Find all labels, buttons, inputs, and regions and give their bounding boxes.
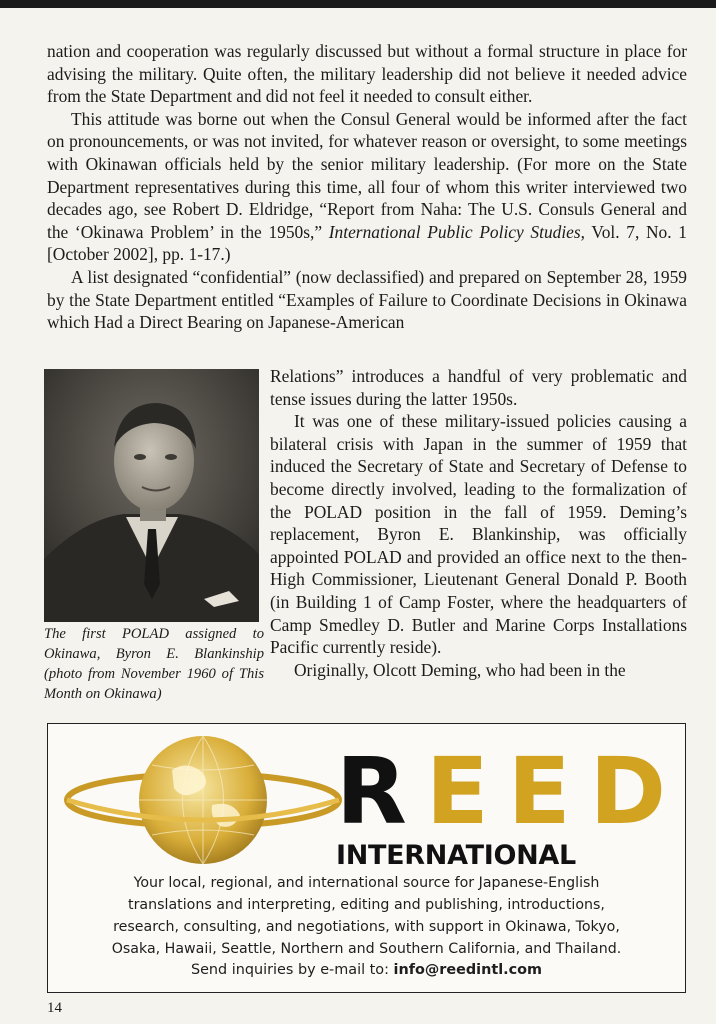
email-link[interactable]: info@reedintl.com: [393, 962, 543, 978]
article-body-right: [270, 365, 687, 681]
journal-title: International Public Policy Studies: [328, 221, 581, 242]
portrait-photo: [44, 369, 259, 622]
page-top-border: [0, 0, 716, 8]
paragraph-3-part-1: A list designated “confidential” (now declassified) and prepared on September 28, 1959 by the State Department entitled “Examples of Failure to Coordinate Decisions in Okinawa which Had a Direct Bearing on Japanese-American: [47, 266, 687, 333]
brand-wordmark: [336, 738, 666, 871]
paragraph-5: Originally, Olcott Deming, who had been in the: [294, 659, 626, 680]
page-number: 14: [47, 1000, 62, 1016]
paragraph-1: nation and cooperation was regularly discussed but without a formal structure in place for advising the military. Quite often, the military leadership did not believe it needed advice from the State Department and did not feel it needed to consult either.: [47, 41, 687, 107]
paragraph-4: It was one of these military-issued policies causing a bilateral crisis with Japan in the summer of 1959 that induced the Secretary of State and Secretary of Defense to become directly involved, leading to the formalization of the POLAD position in the fall of 1959. Deming’s replacement, Byron E. Blankinship, was officially appointed POLAD and provided an office next to the then-High Commissioner, Lieutenant General Donald P. Booth (in Building 1 of Camp Foster, where the headquarters of Camp Smedley D. Butler and Marine Corps Installations Pacific currently reside).: [270, 411, 687, 658]
ad-inquiry-line: Send inquiries by e-mail to: info@reedintl.com: [190, 962, 543, 978]
brand-subtitle: INTERNATIONAL: [336, 840, 576, 871]
paragraph-2: This attitude was borne out when the Consul General would be informed after the fact on pronouncements, or was not invited, for whatever reason or oversight, to some meetings with Okinawan officials held by the senior military leadership. (For more on the State Department representatives during this time, all four of whom this writer interviewed two decades ago, see Robert D. Eldridge, “Report from Naha: The U.S. Consuls General and the ‘Okinawa Problem’ in the 1950s,” International Public Policy Studies, Vol. 7, No. 1 [October 2002], pp. 1-17.): [47, 108, 687, 265]
ad-description: Your local, regional, and international source for Japanese-English translations and interpreting, editing and publishing, introductions, research, consulting, and negotiations, with support in Okinawa, Tokyo, Osaka, Hawaii, Seattle, Northern and Southern California, and Thailand.: [111, 875, 622, 957]
reed-international-advertisement: [47, 723, 686, 993]
article-body-top: [47, 40, 687, 334]
photo-caption: The first POLAD assigned to Okinawa, Byron E. Blankinship (photo from November 1960 of This Month on Okinawa): [44, 626, 264, 702]
paragraph-3-part-2: Relations” introduces a handful of very problematic and tense issues during the latter 1950s.: [270, 366, 687, 409]
reed-logo-letters: R E E D: [336, 738, 666, 845]
portrait-illustration: [44, 369, 259, 622]
globe-logo-icon: [62, 730, 344, 870]
